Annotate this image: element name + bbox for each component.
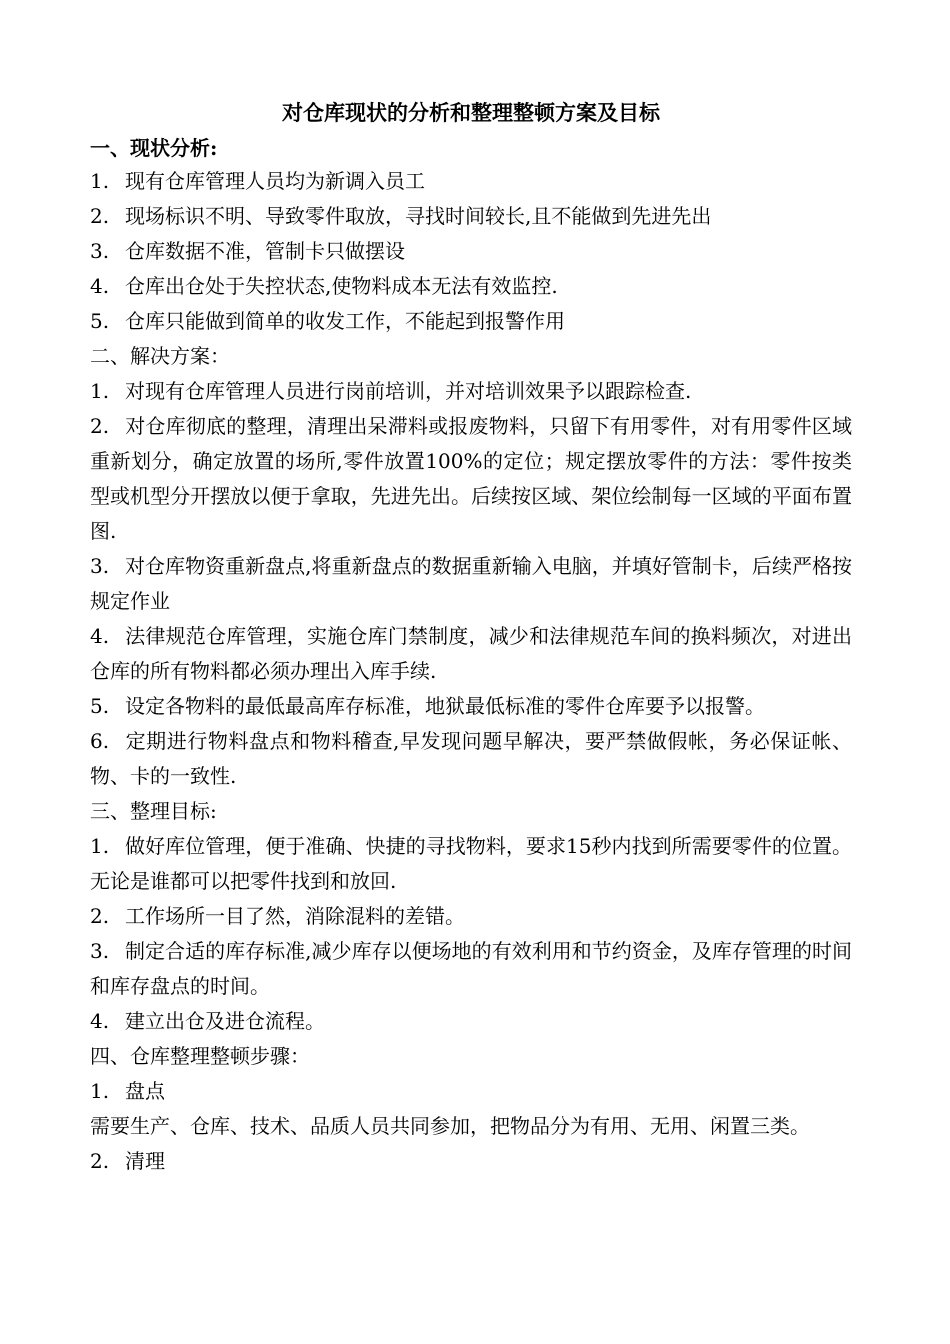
item-number: 1. <box>90 1079 110 1103</box>
list-item <box>90 164 852 199</box>
list-item <box>90 619 852 689</box>
list-item <box>90 689 852 724</box>
item-text: 仓库只能做到简单的收发工作，不能起到报警作用 <box>125 309 565 333</box>
item-text: 制定合适的库存标准,减少库存以便场地的有效利用和节约资金，及库存管理的时间和库存盘点的时间。 <box>90 939 852 998</box>
section-heading-steps: 四、仓库整理整顿步骤： <box>90 1044 310 1068</box>
item-number: 1. <box>90 834 110 858</box>
item-number: 3. <box>90 554 110 578</box>
item-number: 2. <box>90 1149 110 1173</box>
list-item <box>90 549 852 619</box>
list-item <box>90 934 852 1004</box>
list-item <box>90 724 852 794</box>
list-item <box>90 1074 852 1109</box>
item-number: 4. <box>90 624 110 648</box>
list-item <box>90 269 852 304</box>
step-description: 需要生产、仓库、技术、品质人员共同参加，把物品分为有用、无用、闲置三类。 <box>90 1114 810 1138</box>
item-text: 设定各物料的最低最高库存标准，地狱最低标准的零件仓库要予以报警。 <box>125 694 765 718</box>
item-text: 现有仓库管理人员均为新调入员工 <box>125 169 425 193</box>
document-page <box>90 97 852 1179</box>
list-item <box>90 304 852 339</box>
section-heading-status-analysis: 一、现状分析: <box>90 136 218 160</box>
item-text: 法律规范仓库管理，实施仓库门禁制度，减少和法律规范车间的换料频次，对进出仓库的所有物料都必须办理出入库手续. <box>90 624 852 683</box>
list-item <box>90 409 852 549</box>
item-text: 对仓库物资重新盘点,将重新盘点的数据重新输入电脑，并填好管制卡，后续严格按规定作业 <box>90 554 852 613</box>
list-item <box>90 899 852 934</box>
list-item <box>90 234 852 269</box>
item-number: 2. <box>90 204 110 228</box>
list-item <box>90 374 852 409</box>
item-number: 6. <box>90 729 110 753</box>
item-text: 定期进行物料盘点和物料稽查,早发现问题早解决，要严禁做假帐，务必保证帐、物、卡的一致性. <box>90 729 852 788</box>
item-text: 清理 <box>125 1149 165 1173</box>
item-number: 2. <box>90 414 110 438</box>
item-text: 现场标识不明、导致零件取放，寻找时间较长,且不能做到先进先出 <box>125 204 712 228</box>
item-text: 建立出仓及进仓流程。 <box>125 1009 325 1033</box>
item-number: 5. <box>90 694 110 718</box>
list-item <box>90 829 852 899</box>
section-heading-solutions: 二、解决方案： <box>90 344 230 368</box>
section-heading-goals: 三、整理目标: <box>90 799 217 823</box>
item-number: 3. <box>90 239 110 263</box>
item-text: 做好库位管理，便于准确、快捷的寻找物料，要求15秒内找到所需要零件的位置。无论是谁都可以把零件找到和放回. <box>90 834 852 893</box>
item-number: 3. <box>90 939 110 963</box>
item-number: 5. <box>90 309 110 333</box>
item-text: 仓库数据不准，管制卡只做摆设 <box>125 239 405 263</box>
list-item <box>90 199 852 234</box>
document-title: 对仓库现状的分析和整理整顿方案及目标 <box>282 100 660 125</box>
item-number: 2. <box>90 904 110 928</box>
list-item <box>90 1004 852 1039</box>
item-text: 对现有仓库管理人员进行岗前培训，并对培训效果予以跟踪检查. <box>125 379 692 403</box>
item-text: 仓库出仓处于失控状态,使物料成本无法有效监控. <box>125 274 558 298</box>
item-text: 工作场所一目了然，消除混料的差错。 <box>125 904 465 928</box>
item-text: 盘点 <box>125 1079 165 1103</box>
item-number: 1. <box>90 379 110 403</box>
list-item <box>90 1144 852 1179</box>
item-number: 1. <box>90 169 110 193</box>
item-number: 4. <box>90 274 110 298</box>
item-text: 对仓库彻底的整理，清理出呆滞料或报废物料，只留下有用零件，对有用零件区域重新划分，确定放置的场所,零件放置100%的定位；规定摆放零件的方法：零件按类型或机型分开摆放以便于拿取，先进先出。后续按区域、架位绘制每一区域的平面布置图. <box>90 414 852 543</box>
item-number: 4. <box>90 1009 110 1033</box>
